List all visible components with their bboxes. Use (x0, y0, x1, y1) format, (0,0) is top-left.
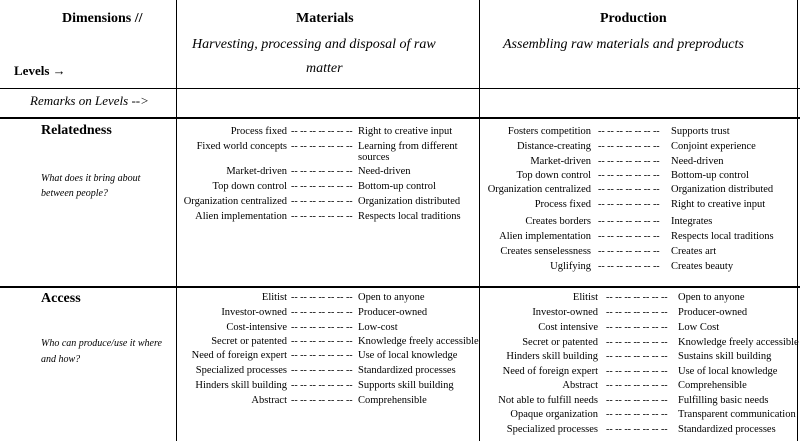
production-dash-connector: -- -- -- -- -- -- -- (606, 351, 668, 362)
production-left-term: Opaque organization (510, 409, 598, 420)
production-right-term: Integrates (671, 216, 713, 227)
materials-dash-connector: -- -- -- -- -- -- -- (291, 166, 353, 177)
production-right-term: Low Cost (678, 322, 720, 333)
materials-right-term: Bottom-up control (358, 181, 436, 192)
materials-right-term: Supports skill building (358, 380, 454, 391)
production-left-term: Market-driven (530, 156, 591, 167)
materials-dash-connector: -- -- -- -- -- -- -- (291, 292, 353, 303)
production-dash-connector: -- -- -- -- -- -- -- (606, 337, 668, 348)
production-dash-connector: -- -- -- -- -- -- -- (598, 126, 660, 137)
production-title: Production (600, 11, 667, 26)
production-right-term: Producer-owned (678, 307, 748, 318)
dimensions-label: Dimensions // (62, 11, 143, 26)
production-subtitle: Assembling raw materials and preproducts (503, 37, 744, 52)
production-dash-connector: -- -- -- -- -- -- -- (606, 322, 668, 333)
materials-right-term: Producer-owned (358, 307, 428, 318)
materials-title: Materials (296, 11, 354, 26)
materials-dash-connector: -- -- -- -- -- -- -- (291, 365, 353, 376)
production-left-term: Alien implementation (499, 231, 591, 242)
materials-right-term: Respects local traditions (358, 211, 461, 222)
row-question-relatedness-cont: between people? (41, 188, 108, 199)
production-left-term: Elitist (572, 292, 598, 303)
materials-right-term: Open to anyone (358, 292, 425, 303)
materials-left-term: Abstract (251, 395, 287, 406)
column-divider (797, 0, 798, 441)
production-right-term: Open to anyone (678, 292, 745, 303)
materials-left-term: Alien implementation (195, 211, 287, 222)
row-question-access: Who can produce/use it where (41, 338, 162, 349)
materials-left-term: Hinders skill building (195, 380, 287, 391)
materials-left-term: Fixed world concepts (196, 141, 287, 152)
production-right-term: Respects local traditions (671, 231, 774, 242)
row-divider (0, 117, 800, 119)
row-title-relatedness: Relatedness (41, 123, 112, 138)
materials-left-term: Investor-owned (221, 307, 287, 318)
production-right-term: Organization distributed (671, 184, 774, 195)
production-right-term: Comprehensible (678, 380, 747, 391)
remarks-label: Remarks on Levels --> (30, 93, 149, 108)
materials-right-term: Comprehensible (358, 395, 427, 406)
materials-right-term: Knowledge freely accessible (358, 336, 479, 347)
materials-dash-connector: -- -- -- -- -- -- -- (291, 395, 353, 406)
production-right-term: Use of local knowledge (678, 366, 778, 377)
production-right-term: Fulfilling basic needs (678, 395, 769, 406)
materials-right-term: Standardized processes (358, 365, 456, 376)
production-dash-connector: -- -- -- -- -- -- -- (598, 231, 660, 242)
production-left-term: Top down control (516, 170, 591, 181)
production-dash-connector: -- -- -- -- -- -- -- (606, 380, 668, 391)
materials-left-term: Specialized processes (195, 365, 287, 376)
materials-left-term: Top down control (212, 181, 287, 192)
production-right-term: Need-driven (671, 156, 724, 167)
materials-left-term: Cost-intensive (226, 322, 287, 333)
materials-left-term: Elitist (261, 292, 287, 303)
production-left-term: Organization centralized (487, 184, 591, 195)
production-left-term: Hinders skill building (506, 351, 598, 362)
materials-subtitle-cont: matter (306, 61, 343, 76)
production-left-term: Abstract (562, 380, 598, 391)
materials-dash-connector: -- -- -- -- -- -- -- (291, 350, 353, 361)
production-dash-connector: -- -- -- -- -- -- -- (606, 292, 668, 303)
materials-right-term: Low-cost (358, 322, 398, 333)
production-right-term: Right to creative input (671, 199, 766, 210)
production-right-term: Transparent communication (678, 409, 796, 420)
row-question-relatedness: What does it bring about (41, 173, 141, 184)
production-dash-connector: -- -- -- -- -- -- -- (598, 184, 660, 195)
production-right-term: Sustains skill building (678, 351, 772, 362)
production-right-term: Knowledge freely accessible (678, 337, 799, 348)
production-dash-connector: -- -- -- -- -- -- -- (598, 170, 660, 181)
production-left-term: Uglifying (550, 261, 591, 272)
production-dash-connector: -- -- -- -- -- -- -- (598, 261, 660, 272)
materials-left-term: Process fixed (230, 126, 287, 137)
production-dash-connector: -- -- -- -- -- -- -- (606, 366, 668, 377)
materials-right-term: Need-driven (358, 166, 411, 177)
materials-left-term: Secret or patented (211, 336, 287, 347)
materials-right-term: Learning from different (358, 141, 458, 152)
materials-left-term: Need of foreign expert (191, 350, 287, 361)
materials-dash-connector: -- -- -- -- -- -- -- (291, 211, 353, 222)
production-right-term: Creates beauty (671, 261, 734, 272)
materials-dash-connector: -- -- -- -- -- -- -- (291, 380, 353, 391)
production-left-term: Specialized processes (506, 424, 598, 435)
materials-left-term: Organization centralized (183, 196, 287, 207)
production-dash-connector: -- -- -- -- -- -- -- (598, 141, 660, 152)
production-left-term: Creates senselessness (500, 246, 591, 257)
production-dash-connector: -- -- -- -- -- -- -- (606, 409, 668, 420)
materials-dash-connector: -- -- -- -- -- -- -- (291, 307, 353, 318)
row-divider (0, 286, 800, 288)
row-divider (0, 88, 800, 89)
column-divider (176, 0, 177, 441)
column-divider (479, 0, 480, 441)
materials-dash-connector: -- -- -- -- -- -- -- (291, 181, 353, 192)
production-right-term: Standardized processes (678, 424, 776, 435)
materials-dash-connector: -- -- -- -- -- -- -- (291, 336, 353, 347)
materials-dash-connector: -- -- -- -- -- -- -- (291, 141, 353, 152)
materials-right-term: Organization distributed (358, 196, 461, 207)
production-left-term: Secret or patented (522, 337, 598, 348)
production-right-term: Creates art (671, 246, 717, 257)
production-dash-connector: -- -- -- -- -- -- -- (598, 199, 660, 210)
production-dash-connector: -- -- -- -- -- -- -- (598, 246, 660, 257)
production-left-term: Investor-owned (532, 307, 598, 318)
production-dash-connector: -- -- -- -- -- -- -- (598, 156, 660, 167)
production-left-term: Process fixed (534, 199, 591, 210)
levels-label: Levels → (14, 63, 66, 78)
materials-left-term: Market-driven (226, 166, 287, 177)
production-left-term: Creates borders (525, 216, 591, 227)
production-dash-connector: -- -- -- -- -- -- -- (606, 395, 668, 406)
production-left-term: Need of foreign expert (502, 366, 598, 377)
production-left-term: Not able to fulfill needs (498, 395, 598, 406)
materials-right-term: Right to creative input (358, 126, 453, 137)
materials-dash-connector: -- -- -- -- -- -- -- (291, 126, 353, 137)
materials-right-term: Use of local knowledge (358, 350, 458, 361)
materials-right-term-cont: sources (358, 152, 390, 163)
row-question-access-cont: and how? (41, 354, 81, 365)
production-left-term: Cost intensive (538, 322, 598, 333)
materials-dash-connector: -- -- -- -- -- -- -- (291, 196, 353, 207)
materials-subtitle: Harvesting, processing and disposal of raw (192, 37, 436, 52)
production-right-term: Supports trust (671, 126, 730, 137)
production-left-term: Distance-creating (516, 141, 591, 152)
production-dash-connector: -- -- -- -- -- -- -- (598, 216, 660, 227)
production-left-term: Fosters competition (507, 126, 591, 137)
production-right-term: Conjoint experience (671, 141, 756, 152)
production-right-term: Bottom-up control (671, 170, 749, 181)
production-dash-connector: -- -- -- -- -- -- -- (606, 307, 668, 318)
materials-dash-connector: -- -- -- -- -- -- -- (291, 322, 353, 333)
production-dash-connector: -- -- -- -- -- -- -- (606, 424, 668, 435)
row-title-access: Access (41, 291, 81, 306)
